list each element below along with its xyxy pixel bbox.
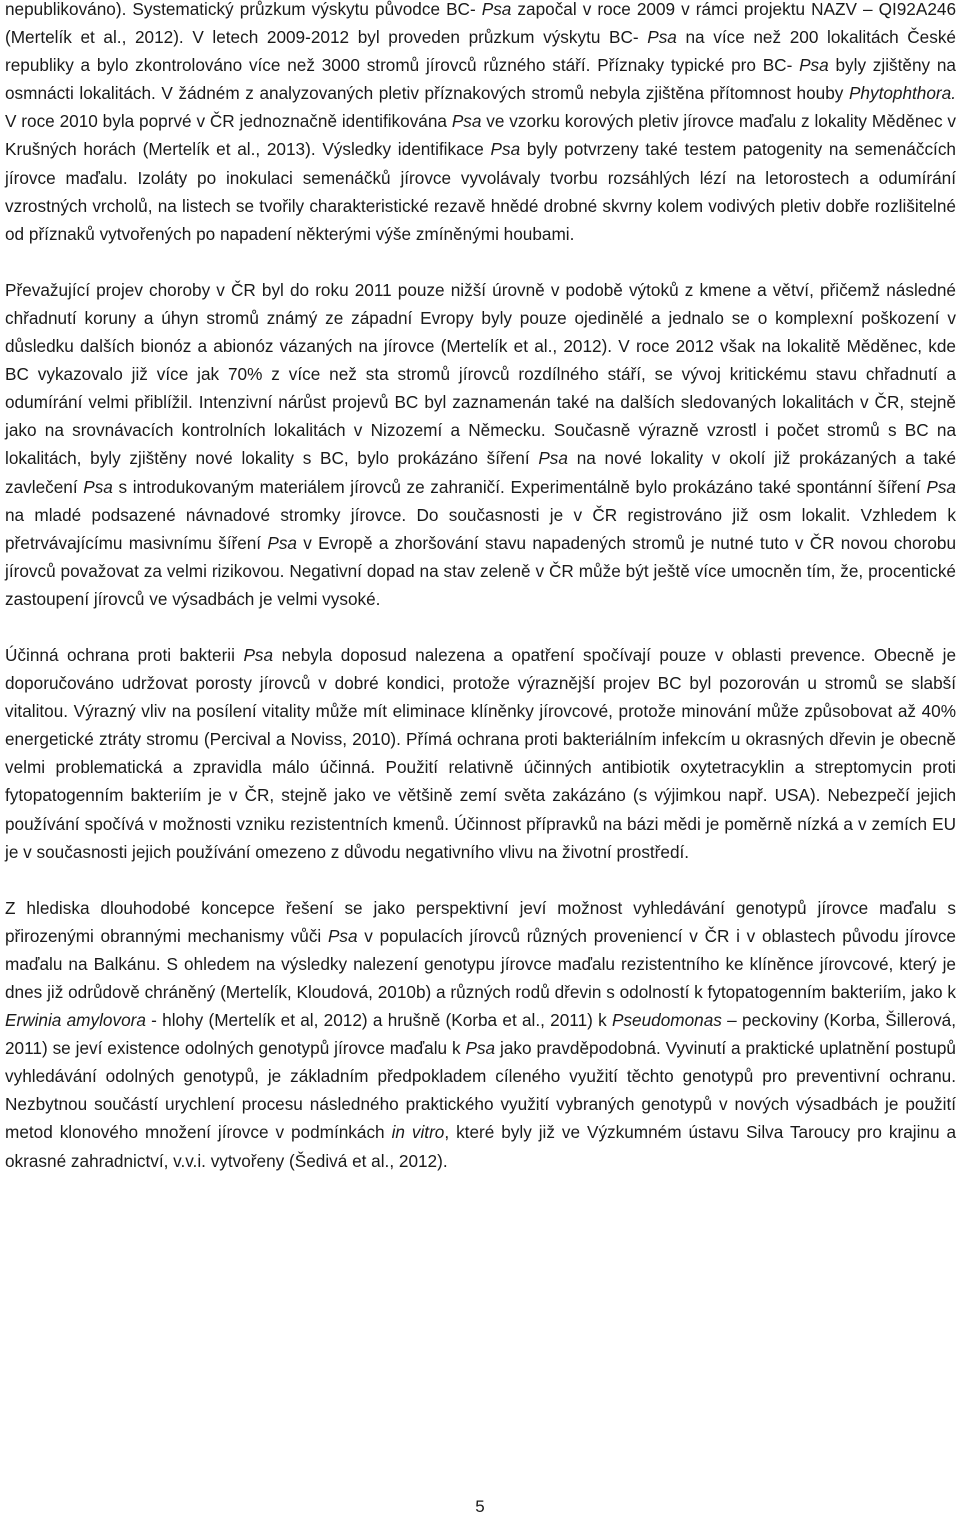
- italic-text: Psa: [83, 476, 113, 497]
- text-run: započal v roce 2009 v rámci projektu NAZV – QI92A246 (Mertelík et al., 2012). V letech 2009-2012 byl proveden průzkum výskytu BC-: [5, 0, 957, 48]
- page-number: 5: [475, 1497, 485, 1516]
- text-run: na nové lokality v okolí již prokázaných a také zavlečení: [5, 448, 957, 497]
- text-run: v Evropě a zhoršování stavu napadených stromů je nutné tuto v ČR novou chorobu jírovců považovat za velmi rizikovou. Negativní dopad na stav zeleně v ČR může být ještě více umocněn tím, že, procentické zastoupení jírovců ve výsadbách je velmi vysoké.: [5, 532, 956, 609]
- paragraph-2: [5, 276, 956, 613]
- italic-text: Psa: [799, 55, 829, 76]
- text-run: jako pravděpodobná. Vyvinutí a praktické uplatnění postupů vyhledávání odolných genotypů, je základním předpokladem cíleného využití těchto genotypů pro preventivní ochranu. Nezbytnou součástí urychlení procesu následného praktického využití vybraných genotypů v nových výsadbách je použití metod klonového množení jírovce v podmínkách: [5, 1038, 956, 1143]
- italic-text: Psa: [267, 532, 297, 553]
- italic-text: Psa: [465, 1038, 496, 1059]
- italic-text: Psa: [243, 644, 274, 665]
- text-run: v populacích jírovců různých proveniencí v ČR i v oblastech původu jírovce maďalu na Balkánu. S ohledem na výsledky nalezení genotypu jírovce maďalu rezistentního ke klíněnce jírovcové, který je dnes již odrůdově chráněný (Mertelík, Kloudová, 2010b) a různých rodů dřevin s odolností k fytopatogenním bakteriím, jako k: [5, 925, 956, 1002]
- italic-text: Psa: [538, 448, 568, 469]
- text-run: Účinná ochrana proti bakterii: [5, 644, 244, 665]
- paragraph-3: [5, 641, 956, 866]
- italic-text: Psa: [647, 27, 677, 48]
- paragraph-1: [5, 0, 956, 248]
- italic-text: Psa: [451, 111, 482, 132]
- text-run: Převažující projev choroby v ČR byl do roku 2011 pouze nižší úrovně v podobě výtoků z kmene a větví, přičemž následné chřadnutí koruny a úhyn stromů známý ze západní Evropy byly pouze ojedinělé a jednalo se o komplexní poškození v důsledku dalších bionóz a abionóz vázaných na jírovce (Mertelík et al., 2012). V roce 2012 však na lokalitě Měděnec, kde BC vykazovalo již více jak 70% z více než sta stromů jírovců rozdílného stáří, se vývoj kritickému stavu chřadnutí a odumírání velmi přiblížil. Intenzivní nárůst projevů BC byl zaznamenán také na dalších sledovaných lokalitách v ČR, stejně jako na srovnávacích kontrolních lokalitách v Nizozemí a Německu. Současně výrazně vzrostl i počet stromů s BC na lokalitách, byly zjištěny nové lokality s BC, bylo prokázáno šíření: [5, 279, 956, 469]
- text-run: nepublikováno). Systematický průzkum výskytu původce BC-: [5, 0, 482, 19]
- italic-text: Psa: [926, 476, 956, 497]
- text-run: na více než 200 lokalitách České republiky a bylo zkontrolováno více než 3000 stromů jírovců různého stáří. Příznaky typické pro BC-: [5, 27, 956, 76]
- text-run: ve vzorku korových pletiv jírovce maďalu z lokality Měděnec v Krušných horách (Mertelík et al., 2013). Výsledky identifikace: [5, 111, 957, 160]
- text-run: - hlohy (Mertelík et al, 2012) a hrušně (Korba et al., 2011) k: [145, 1010, 612, 1031]
- text-run: byly zjištěny na osmnácti lokalitách. V žádném z analyzovaných pletiv příznakových stromů nebyla zjištěna přítomnost houby: [5, 55, 956, 104]
- italic-text: Psa: [481, 0, 512, 19]
- text-run: Z hlediska dlouhodobé koncepce řešení se jako perspektivní jeví možnost vyhledávání genotypů jírovce maďalu s přirozenými obrannými mechanismy vůči: [5, 897, 956, 946]
- italic-text: Psa: [490, 139, 521, 160]
- text-run: s introdukovaným materiálem jírovců ze zahraničí. Experimentálně bylo prokázáno také spontánní šíření: [112, 476, 927, 497]
- text-run: , které byly již ve Výzkumném ústavu Silva Taroucy pro krajinu a okrasné zahradnictví, v.v.i. vytvořeny (Šedivá et al., 2012).: [5, 1122, 957, 1171]
- italic-text: in vitro: [391, 1122, 445, 1143]
- document-body: [5, 0, 956, 1203]
- text-run: byly potvrzeny také testem patogenity na semenáčcích jírovce maďalu. Izoláty po inokulaci semenáčků jírovce vyvolávaly tvorbu rozsáhlých lézí na letorostech a odumírání vzrostných vrcholů, na listech se tvořily charakteristické rezavě hnědé drobné skvrny kolem vodivých pletiv dobře rozlišitelné od příznaků vytvořených po napadení některými výše zmíněnými houbami.: [5, 139, 956, 244]
- italic-text: Pseudomonas: [612, 1010, 722, 1031]
- text-run: V roce 2010 byla poprvé v ČR jednoznačně identifikována: [5, 111, 452, 132]
- paragraph-4: [5, 894, 956, 1175]
- italic-text: Psa: [327, 925, 358, 946]
- italic-text: Phytophthora.: [848, 83, 956, 104]
- text-run: na mladé podsazené návnadové stromky jírovce. Do současnosti je v ČR registrováno již osm lokalit. Vzhledem k přetrvávajícímu masivnímu šíření: [5, 504, 956, 553]
- text-run: nebyla doposud nalezena a opatření spočívají pouze v oblasti prevence. Obecně je doporučováno udržovat porosty jírovců v dobré kondici, protože výraznější projev BC byl pozorován u stromů se slabší vitalitou. Výrazný vliv na posílení vitality může mít eliminace klíněnky jírovcové, protože minování může způsobovat až 40% energetické ztráty stromu (Percival a Noviss, 2010). Přímá ochrana proti bakteriálním infekcím u okrasných dřevin je obecně velmi problematická a zpravidla málo účinná. Použití relativně účinných antibiotik oxytetracyklin a streptomycin proti fytopatogenním bakteriím je v ČR, stejně jako ve většině zemí světa zakázáno (s výjimkou např. USA). Nebezpečí jejich používání spočívá v možnosti vzniku rezistentních kmenů. Účinnost přípravků na bázi mědi je poměrně nízká a v zemích EU je v současnosti jejich používání omezeno z důvodu negativního vlivu na životní prostředí.: [5, 644, 957, 862]
- italic-text: Erwinia amylovora: [5, 1010, 146, 1031]
- text-run: – peckoviny (Korba, Šillerová, 2011) se jeví existence odolných genotypů jírovce maďalu k: [5, 1010, 956, 1059]
